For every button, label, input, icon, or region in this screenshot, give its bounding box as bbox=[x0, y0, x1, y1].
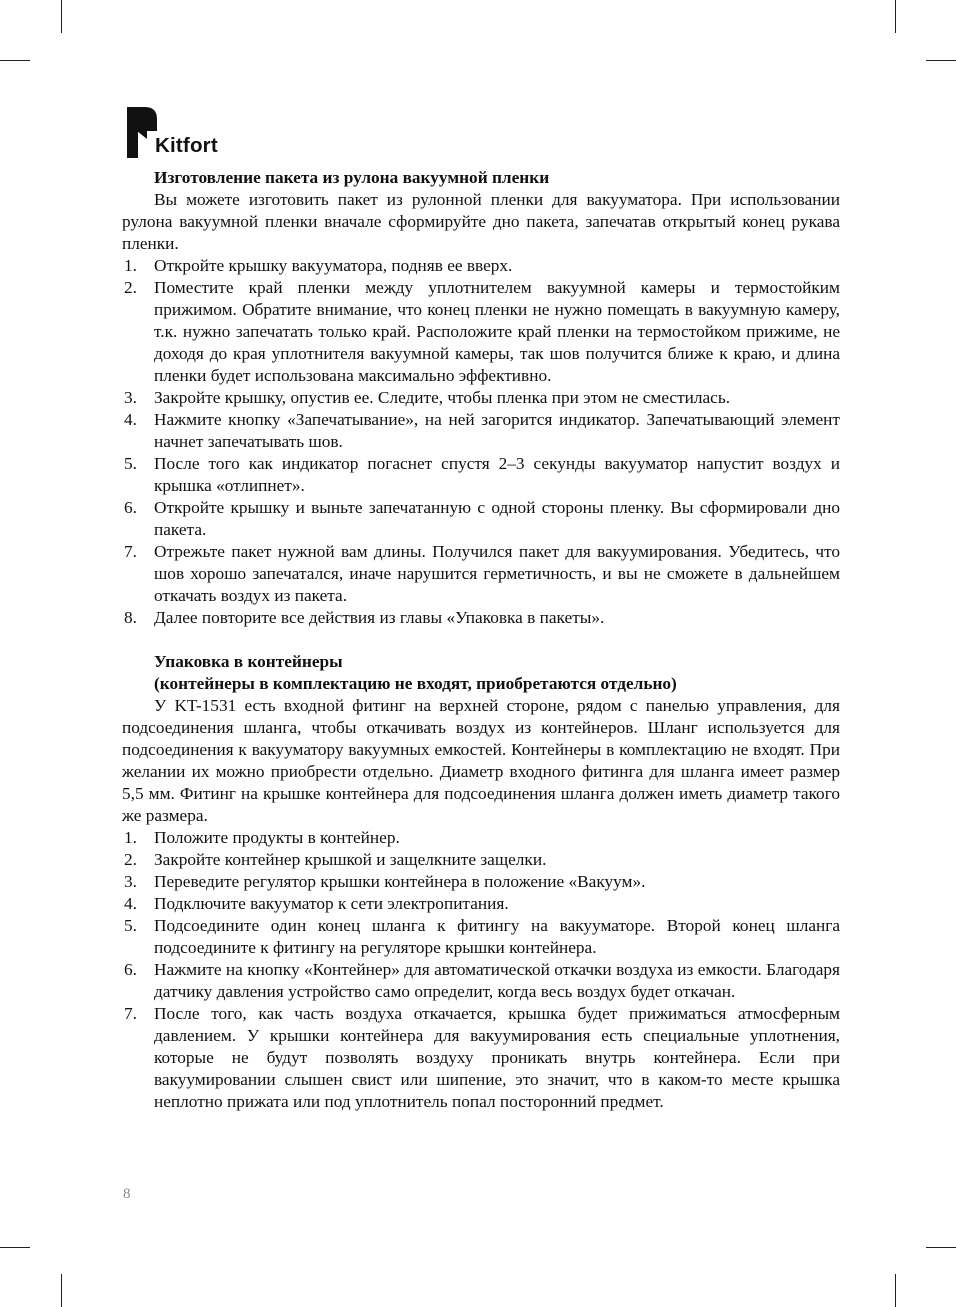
crop-mark bbox=[895, 1274, 896, 1307]
step-text: Откройте крышку и выньте запечатанную с одной стороны пленку. Вы сформировали дно пакета. bbox=[154, 498, 840, 539]
section-intro: У KT-1531 есть входной фитинг на верхней стороне, рядом с панелью управления, для подсоединения шланга, чтобы откачивать воздух из контейнеров. Шланг используется для подсоединения к вакууматору вакуумных емкостей. Контейнеры в комплектацию не входят. При желании их можно приобрести отдельно. Диаметр входного фитинга для шланга имеет размер 5,5 мм. Фитинг на крышке контейнера для подсоединения шланга должен иметь диаметр такого же размера. bbox=[122, 696, 840, 825]
page-number: 8 bbox=[123, 1186, 131, 1202]
step-text: Положите продукты в контейнер. bbox=[154, 828, 400, 847]
list-item bbox=[122, 453, 840, 497]
list-item bbox=[122, 959, 840, 1003]
section-title: Изготовление пакета из рулона вакуумной пленки bbox=[154, 168, 550, 187]
step-number: 8. bbox=[124, 608, 137, 627]
step-number: 3. bbox=[124, 388, 137, 407]
step-number: 5. bbox=[124, 454, 137, 473]
list-item bbox=[122, 277, 840, 387]
section-intro: Вы можете изготовить пакет из рулонной пленки для вакууматора. При использовании рулона вакуумной пленки вначале сформируйте дно пакета, запечатав открытый конец рукава пленки. bbox=[122, 190, 840, 253]
step-number: 6. bbox=[124, 960, 137, 979]
list-item bbox=[122, 915, 840, 959]
step-text: Подключите вакууматор к сети электропитания. bbox=[154, 894, 509, 913]
brand-name: Kitfort bbox=[155, 134, 218, 157]
step-text: Откройте крышку вакууматора, подняв ее вверх. bbox=[154, 256, 513, 275]
list-item bbox=[122, 541, 840, 607]
step-number: 7. bbox=[124, 1004, 137, 1023]
step-text: Поместите край пленки между уплотнителем вакуумной камеры и термостойким прижимом. Обратите внимание, что конец пленки не нужно помещать в вакуумную камеру, т.к. нужно запечатать только край. Расположите край пленки на термостойком прижиме, не доходя до края уплотнителя вакуумной камеры, так шов получится ближе к краю, и длина пленки будет использована максимально эффективно. bbox=[154, 278, 840, 385]
step-number: 1. bbox=[124, 828, 137, 847]
step-text: Закройте контейнер крышкой и защелкните защелки. bbox=[154, 850, 547, 869]
step-text: После того как индикатор погаснет спустя 2–3 секунды вакууматор напустит воздух и крышка «отлипнет». bbox=[154, 454, 840, 495]
step-text: Переведите регулятор крышки контейнера в положение «Вакуум». bbox=[154, 872, 646, 891]
step-number: 2. bbox=[124, 850, 137, 869]
steps-list bbox=[122, 827, 840, 1113]
kitfort-logo-icon bbox=[127, 107, 157, 159]
crop-mark bbox=[926, 60, 956, 61]
step-text: Подсоедините один конец шланга к фитингу на вакууматоре. Второй конец шланга подсоедините к фитингу на регуляторе крышки контейнера. bbox=[154, 916, 840, 957]
steps-list bbox=[122, 255, 840, 629]
page-content bbox=[122, 167, 840, 1113]
list-item bbox=[122, 387, 840, 409]
step-number: 6. bbox=[124, 498, 137, 517]
step-text: Далее повторите все действия из главы «Упаковка в пакеты». bbox=[154, 608, 605, 627]
list-item bbox=[122, 607, 840, 629]
crop-mark bbox=[0, 1247, 30, 1248]
crop-mark bbox=[61, 0, 62, 33]
list-item bbox=[122, 893, 840, 915]
step-number: 5. bbox=[124, 916, 137, 935]
step-number: 2. bbox=[124, 278, 137, 297]
crop-mark bbox=[61, 1274, 62, 1307]
step-number: 7. bbox=[124, 542, 137, 561]
list-item bbox=[122, 497, 840, 541]
section-title: Упаковка в контейнеры bbox=[154, 652, 343, 671]
step-text: Отрежьте пакет нужной вам длины. Получился пакет для вакуумирования. Убедитесь, что шов хорошо запечатался, иначе нарушится герметичность, и вы не сможете в дальнейшем откачать воздух из пакета. bbox=[154, 542, 840, 605]
step-text: Нажмите на кнопку «Контейнер» для автоматической откачки воздуха из емкости. Благодаря датчику давления устройство само определит, когда весь воздух будет откачан. bbox=[154, 960, 840, 1001]
step-number: 1. bbox=[124, 256, 137, 275]
list-item bbox=[122, 409, 840, 453]
list-item bbox=[122, 827, 840, 849]
step-text: Закройте крышку, опустив ее. Следите, чтобы пленка при этом не сместилась. bbox=[154, 388, 731, 407]
step-number: 4. bbox=[124, 410, 137, 429]
list-item bbox=[122, 1003, 840, 1113]
list-item bbox=[122, 849, 840, 871]
step-text: Нажмите кнопку «Запечатывание», на ней загорится индикатор. Запечатывающий элемент начнет запечатывать шов. bbox=[154, 410, 840, 451]
crop-mark bbox=[0, 60, 30, 61]
crop-mark bbox=[895, 0, 896, 33]
list-item bbox=[122, 255, 840, 277]
section-spacer bbox=[122, 629, 840, 651]
list-item bbox=[122, 871, 840, 893]
section-subtitle: (контейнеры в комплектацию не входят, приобретаются отдельно) bbox=[154, 674, 677, 693]
step-text: После того, как часть воздуха откачается, крышка будет прижиматься атмосферным давлением. У крышки контейнера для вакуумирования есть специальные уплотнения, которые не будут позволять воздуху проникать внутрь контейнера. Если при вакуумировании слышен свист или шипение, это значит, что в каком-то месте крышка неплотно прижата или под уплотнитель попал посторонний предмет. bbox=[154, 1004, 840, 1111]
crop-mark bbox=[926, 1247, 956, 1248]
step-number: 3. bbox=[124, 872, 137, 891]
step-number: 4. bbox=[124, 894, 137, 913]
